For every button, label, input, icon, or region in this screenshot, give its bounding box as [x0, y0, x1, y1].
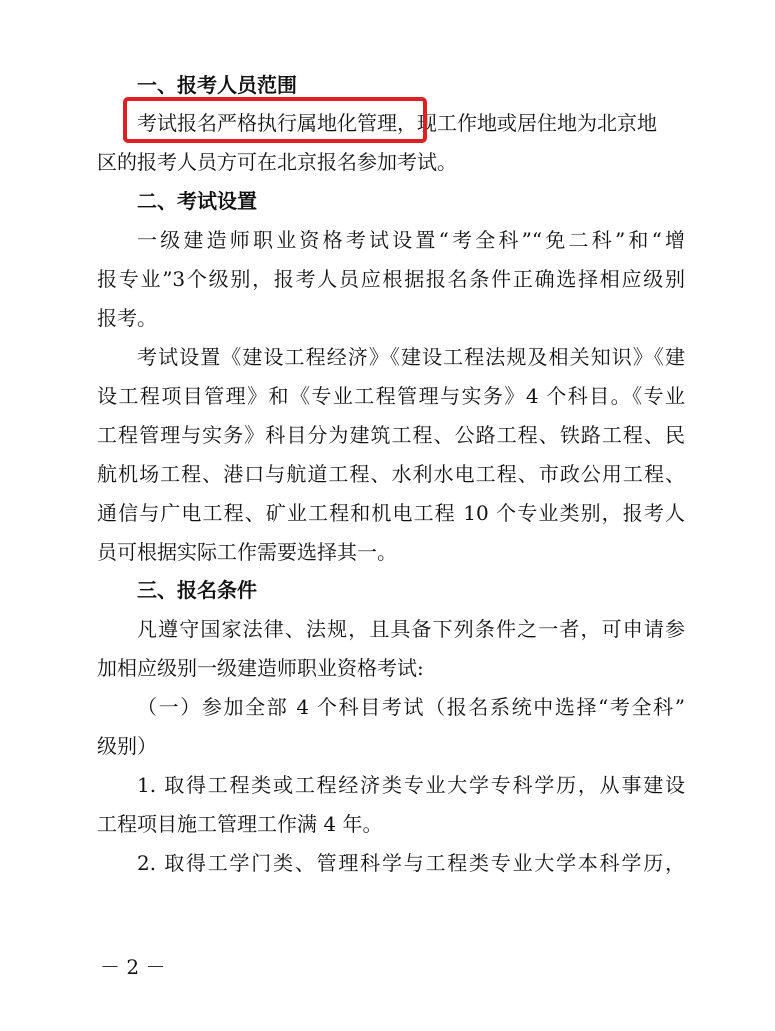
section-2-p2-line-3: 工程管理与实务》科目分为建筑工程、公路工程、铁路工程、民 [97, 423, 685, 447]
section-3-heading: 三、报名条件 [137, 578, 257, 602]
section-3-item1-line-2: 工程项目施工管理工作满 4 年。 [97, 812, 383, 836]
section-2-p1-line-2: 报专业”3个级别，报考人员应根据报名条件正确选择相应级别 [97, 267, 685, 291]
section-2-p2-line-1: 考试设置《建设工程经济》《建设工程法规及相关知识》《建 [137, 345, 685, 369]
section-1-line-1-rest: 现工作地或居住地为北京地 [417, 111, 657, 135]
section-3-item1-line-1: 1. 取得工程类或工程经济类专业大学专科学历，从事建设 [137, 773, 685, 797]
section-3-p1-line-2: 加相应级别一级建造师职业资格考试: [97, 656, 424, 680]
section-3-sub1-line-2: 级别） [97, 734, 157, 758]
section-3-item2-line-1: 2. 取得工学门类、管理科学与工程类专业大学本科学历， [137, 851, 685, 875]
section-2-p2-line-2: 设工程项目管理》和《专业工程管理与实务》4 个科目。《专业 [97, 384, 685, 408]
section-2-p1-line-3: 报考。 [97, 306, 157, 330]
red-highlight-box [123, 97, 427, 143]
section-2-p2-line-4: 航机场工程、港口与航道工程、水利水电工程、市政公用工程、 [97, 462, 685, 486]
page-number: － 2 － [100, 955, 166, 979]
section-1-line-2: 区的报考人员方可在北京报名参加考试。 [97, 150, 457, 174]
section-1-heading: 一、报考人员范围 [137, 73, 297, 97]
section-2-p2-line-6: 员可根据实际工作需要选择其一。 [97, 540, 397, 564]
section-2-p1-line-1: 一级建造师职业资格考试设置“考全科”“免二科”和“增 [137, 228, 685, 252]
highlighted-phrase: 考试报名严格执行属地化管理， [137, 111, 417, 135]
section-2-heading: 二、考试设置 [137, 189, 257, 213]
section-3-p1-line-1: 凡遵守国家法律、法规，且具备下列条件之一者，可申请参 [137, 617, 685, 641]
section-3-sub1-line-1: （一）参加全部 4 个科目考试（报名系统中选择“考全科” [137, 695, 685, 719]
section-2-p2-line-5: 通信与广电工程、矿业工程和机电工程 10 个专业类别，报考人 [97, 501, 685, 525]
